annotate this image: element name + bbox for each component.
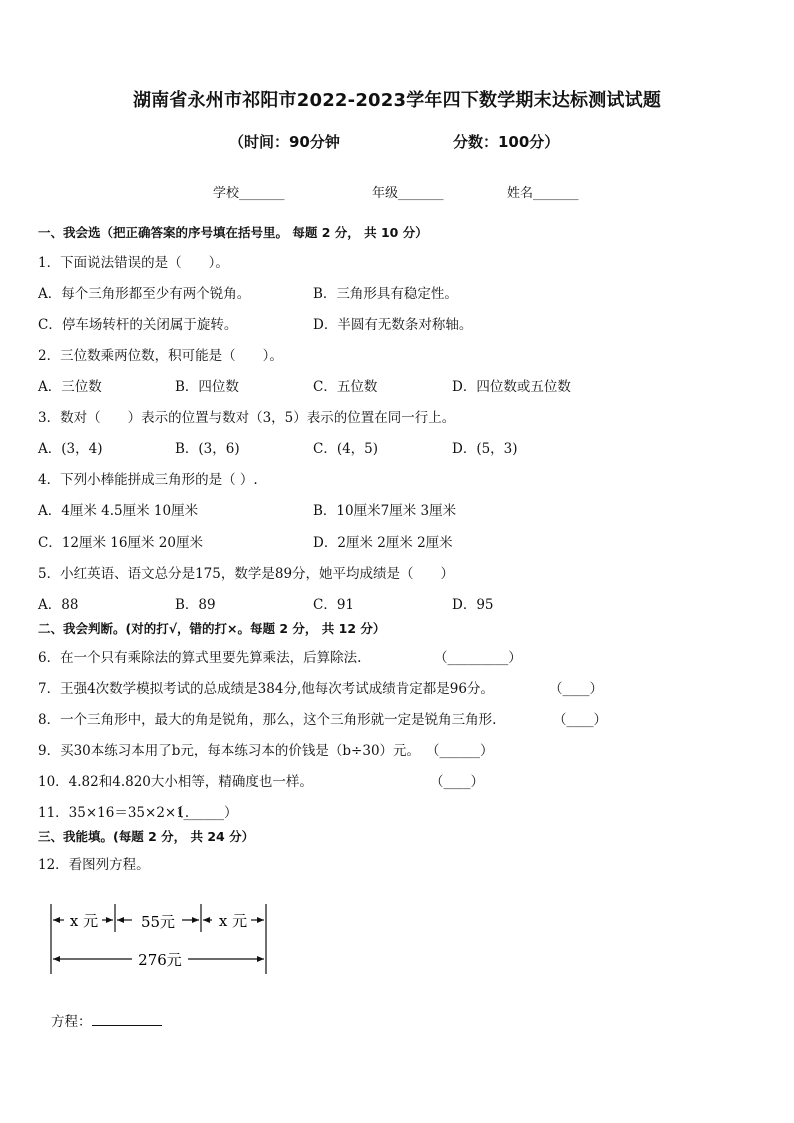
question-7-answer-blank[interactable]: （____） xyxy=(549,681,603,697)
question-9-answer-blank[interactable]: （______） xyxy=(426,743,494,759)
question-3-option-d[interactable]: D．(5，3) xyxy=(452,441,518,457)
question-2-option-a[interactable]: A．三位数 xyxy=(38,379,102,395)
question-1-option-d[interactable]: D．半圆有无数条对称轴。 xyxy=(313,317,473,333)
question-3: 3．数对（ ）表示的位置与数对（3，5）表示的位置在同一行上。 xyxy=(38,410,456,426)
diagram-label-middle: 55元 xyxy=(140,913,176,931)
question-10-answer-blank[interactable]: （____） xyxy=(430,774,484,790)
question-3-option-c[interactable]: C．(4，5) xyxy=(313,441,379,457)
equation-label: 方程： xyxy=(51,1014,92,1030)
question-3-option-b[interactable]: B．(3，6) xyxy=(175,441,240,457)
question-1-option-a[interactable]: A．每个三角形都至少有两个锐角。 xyxy=(38,286,251,302)
question-8-answer-blank[interactable]: （____） xyxy=(553,712,607,728)
question-1: 1．下面说法错误的是（ ）。 xyxy=(38,255,229,271)
question-5-option-a[interactable]: A．88 xyxy=(38,597,79,613)
grade-field[interactable]: 年级_______ xyxy=(372,186,444,201)
question-1-option-c[interactable]: C．停车场转杆的关闭属于旋转。 xyxy=(38,317,238,333)
question-12: 12．看图列方程。 xyxy=(38,857,150,873)
diagram-label-left: x 元 xyxy=(69,912,99,930)
question-5-option-d[interactable]: D．95 xyxy=(452,597,494,613)
question-9: 9．买30本练习本用了b元，每本练习本的价钱是（b÷30）元。 xyxy=(38,743,421,759)
question-10: 10．4.82和4.820大小相等，精确度也一样。 xyxy=(38,774,313,790)
question-5-option-c[interactable]: C．91 xyxy=(313,597,355,613)
question-2-option-c[interactable]: C．五位数 xyxy=(313,379,378,395)
question-11: 11．35×16＝35×2×1. xyxy=(38,805,190,821)
page-title: 湖南省永州市祁阳市2022-2023学年四下数学期末达标测试试题 xyxy=(132,90,662,111)
question-8: 8．一个三角形中，最大的角是锐角，那么，这个三角形就一定是锐角三角形. xyxy=(38,712,497,728)
arrowhead xyxy=(257,956,264,962)
arrowhead xyxy=(117,917,124,923)
question-2: 2．三位数乘两位数，积可能是（ ）。 xyxy=(38,348,283,364)
question-1-option-b[interactable]: B．三角形具有稳定性。 xyxy=(313,286,458,302)
school-field[interactable]: 学校_______ xyxy=(213,186,285,201)
question-2-option-b[interactable]: B．四位数 xyxy=(175,379,239,395)
arrowhead xyxy=(106,917,113,923)
segment-diagram xyxy=(40,896,280,980)
question-4-option-c[interactable]: C．12厘米 16厘米 20厘米 xyxy=(38,535,203,551)
section-3-heading: 三、我能填。(每题 2 分， 共 24 分） xyxy=(38,829,255,844)
question-5: 5．小红英语、语文总分是175，数学是89分，她平均成绩是（ ） xyxy=(38,566,455,582)
question-5-option-b[interactable]: B．89 xyxy=(175,597,216,613)
arrowhead xyxy=(203,917,210,923)
question-4: 4．下列小棒能拼成三角形的是（ ）. xyxy=(38,472,258,488)
question-6-answer-blank[interactable]: （_________） xyxy=(434,650,522,666)
time-label: （时间：90分钟 xyxy=(229,133,340,151)
question-3-option-a[interactable]: A．(3，4) xyxy=(38,441,103,457)
question-6: 6．在一个只有乘除法的算式里要先算乘法，后算除法. xyxy=(38,650,362,666)
equation-line xyxy=(51,1010,162,1030)
question-11-answer-blank[interactable]: （______） xyxy=(170,805,238,821)
question-2-option-d[interactable]: D．四位数或五位数 xyxy=(452,379,571,395)
diagram-label-right: x 元 xyxy=(218,912,248,930)
name-field[interactable]: 姓名_______ xyxy=(507,186,579,201)
section-1-heading: 一、我会选（把正确答案的序号填在括号里。 每题 2 分， 共 10 分） xyxy=(38,225,428,240)
question-7: 7．王强4次数学模拟考试的总成绩是384分,他每次考试成绩肯定都是96分。 xyxy=(38,681,494,697)
question-4-option-a[interactable]: A．4厘米 4.5厘米 10厘米 xyxy=(38,503,199,519)
arrowhead xyxy=(257,917,264,923)
arrowhead xyxy=(53,956,60,962)
question-4-option-d[interactable]: D．2厘米 2厘米 2厘米 xyxy=(313,535,453,551)
arrowhead xyxy=(53,917,60,923)
equation-answer-blank[interactable] xyxy=(92,1013,162,1026)
section-2-heading: 二、我会判断。(对的打√，错的打×。每题 2 分， 共 12 分） xyxy=(38,621,386,636)
question-4-option-b[interactable]: B．10厘米7厘米 3厘米 xyxy=(313,503,457,519)
score-label: 分数：100分） xyxy=(453,133,560,151)
diagram-label-total: 276元 xyxy=(138,951,182,969)
arrowhead xyxy=(192,917,199,923)
